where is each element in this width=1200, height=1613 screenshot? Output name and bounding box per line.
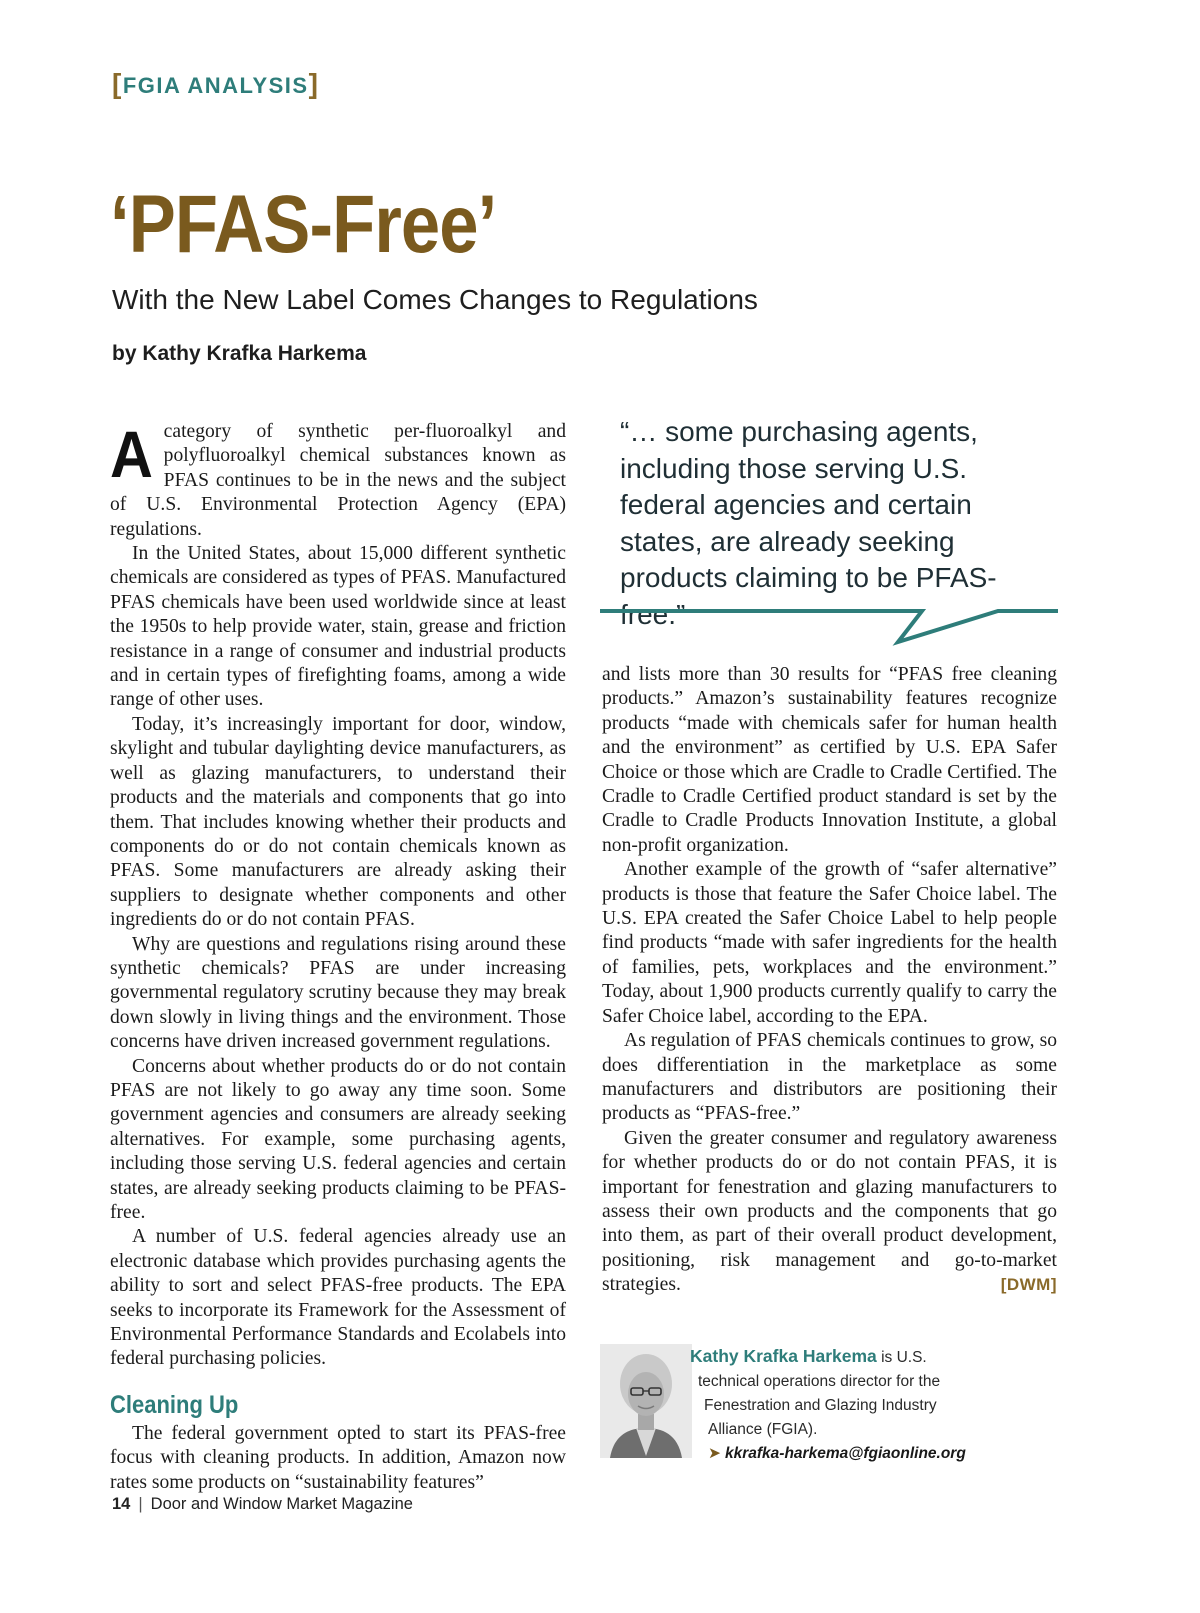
section-tag-label: FGIA ANALYSIS (122, 73, 309, 98)
page-number: 14 (112, 1495, 131, 1513)
author-bio (690, 1344, 1050, 1466)
body-paragraph-6: A number of U.S. federal agencies already use an electronic database which provides purchasing agents the ability to sort and select PFAS-free products. The EPA seeks to incorporate its Framework for the Assessment of Environmental Performance Standards and Ecolabels into federal purchasing policies. (110, 1226, 566, 1370)
left-column (110, 417, 566, 1495)
body-paragraph-2: In the United States, about 15,000 different synthetic chemicals are considered as types of PFAS. Manufactured PFAS chemicals have been used worldwide since at least the 1950s to help provide water, stain, grease and friction resistance in a range of consumer and industrial products and in certain types of firefighting foams, among a wide range of other uses. (110, 543, 566, 711)
author-bio-line-4: Alliance (FGIA). (708, 1421, 818, 1438)
body-paragraph-10 (602, 1127, 1057, 1298)
end-tag: [DWM] (1000, 1275, 1057, 1295)
article-subtitle: With the New Label Comes Changes to Regulations (112, 284, 758, 315)
body-paragraph-5: Concerns about whether products do or do not contain PFAS are not likely to go away any time soon. Some government agencies and consumers are already seeking alternatives. For example, some purchasing agents, including those serving U.S. federal agencies and certain states, are already seeking products claiming to be PFAS-free. (110, 1055, 566, 1223)
author-bio-line-2: technical operations director for the (698, 1373, 941, 1390)
body-paragraph-4: Why are questions and regulations rising around these synthetic chemicals? PFAS are under increasing governmental regulatory scrutiny because they may break down slowly in living things and the environment. Those concerns have driven increased government regulations. (110, 933, 566, 1053)
right-column (602, 663, 1057, 1298)
author-portrait-image (600, 1344, 692, 1458)
author-email-link[interactable]: kkrafka-harkema@fgiaonline.org (725, 1445, 966, 1462)
body-paragraph-3: Today, it’s increasingly important for door, window, skylight and tubular daylighting device manufacturers, as well as glazing manufacturers, to understand their products and the materials and components that go into them. That includes knowing whether their products and components do or do not contain chemicals known as PFAS. Some manufacturers are already asking their suppliers to designate whether components and other ingredients do or do not contain PFAS. (110, 713, 566, 931)
footer-separator: | (138, 1495, 143, 1513)
section-tag (112, 68, 319, 100)
bracket-close: ] (308, 68, 320, 99)
article-byline: by Kathy Krafka Harkema (112, 342, 367, 365)
author-name: Kathy Krafka Harkema (690, 1346, 877, 1366)
page-footer (112, 1495, 413, 1514)
body-paragraph-1-text: category of synthetic per-fluoroalkyl and polyfluoroalkyl chemical substances known as PFAS continues to be in the news and the subject of U.S. Environmental Protection Agency (EPA) regulations. (110, 421, 566, 540)
pull-quote-callout-line (600, 600, 1060, 650)
subhead-cleaning-up: Cleaning Up (110, 1390, 239, 1419)
author-bio-line-3: Fenestration and Glazing Industry (704, 1397, 937, 1414)
body-paragraph-cleaning: The federal government opted to start its PFAS-free focus with cleaning products. In addition, Amazon now rates some products on “sustainability features” (110, 1422, 566, 1493)
body-paragraph-7: and lists more than 30 results for “PFAS free cleaning products.” Amazon’s sustainability features recognize products “made with chemicals safer for human health and the environment” as certified by U.S. EPA Safer Choice or those which are Cradle to Cradle Certified. The Cradle to Cradle Certified product standard is set by the Cradle to Cradle Products Innovation Institute, a global non-profit organization. (602, 664, 1057, 856)
arrow-right-icon: ➤ (708, 1445, 721, 1462)
bracket-open: [ (112, 68, 123, 99)
article-title: ‘PFAS-Free’ (110, 179, 497, 270)
body-paragraph-1 (110, 417, 566, 542)
body-paragraph-9: As regulation of PFAS chemicals continues to grow, so does differentiation in the marketplace as some manufacturers and distributors are positioning their products as “PFAS-free.” (602, 1030, 1057, 1125)
author-email-line (690, 1442, 1050, 1466)
author-bio-line-1: is U.S. (876, 1349, 927, 1366)
publication-name: Door and Window Market Magazine (150, 1495, 413, 1513)
body-paragraph-8: Another example of the growth of “safer alternative” products is those that feature the Safer Choice label. The U.S. EPA created the Safer Choice Label to help people find products “made with safer ingredients for the health of families, pets, workplaces and the environment.” Today, about 1,900 products currently qualify to carry the Safer Choice label, according to the EPA. (602, 859, 1057, 1027)
body-paragraph-10-text: Given the greater consumer and regulatory awareness for whether products do or do not contain PFAS, it is important for fenestration and glazing manufacturers to assess their own products and the components that go into them, as part of their overall product development, positioning, risk management and go-to-market strategies. (602, 1127, 1057, 1296)
drop-cap: A (110, 417, 153, 491)
pull-quote: “… some purchasing agents, including those serving U.S. federal agencies and certain states, are already seeking products claiming to be PFAS-free.” (620, 416, 997, 630)
author-photo (600, 1344, 692, 1458)
